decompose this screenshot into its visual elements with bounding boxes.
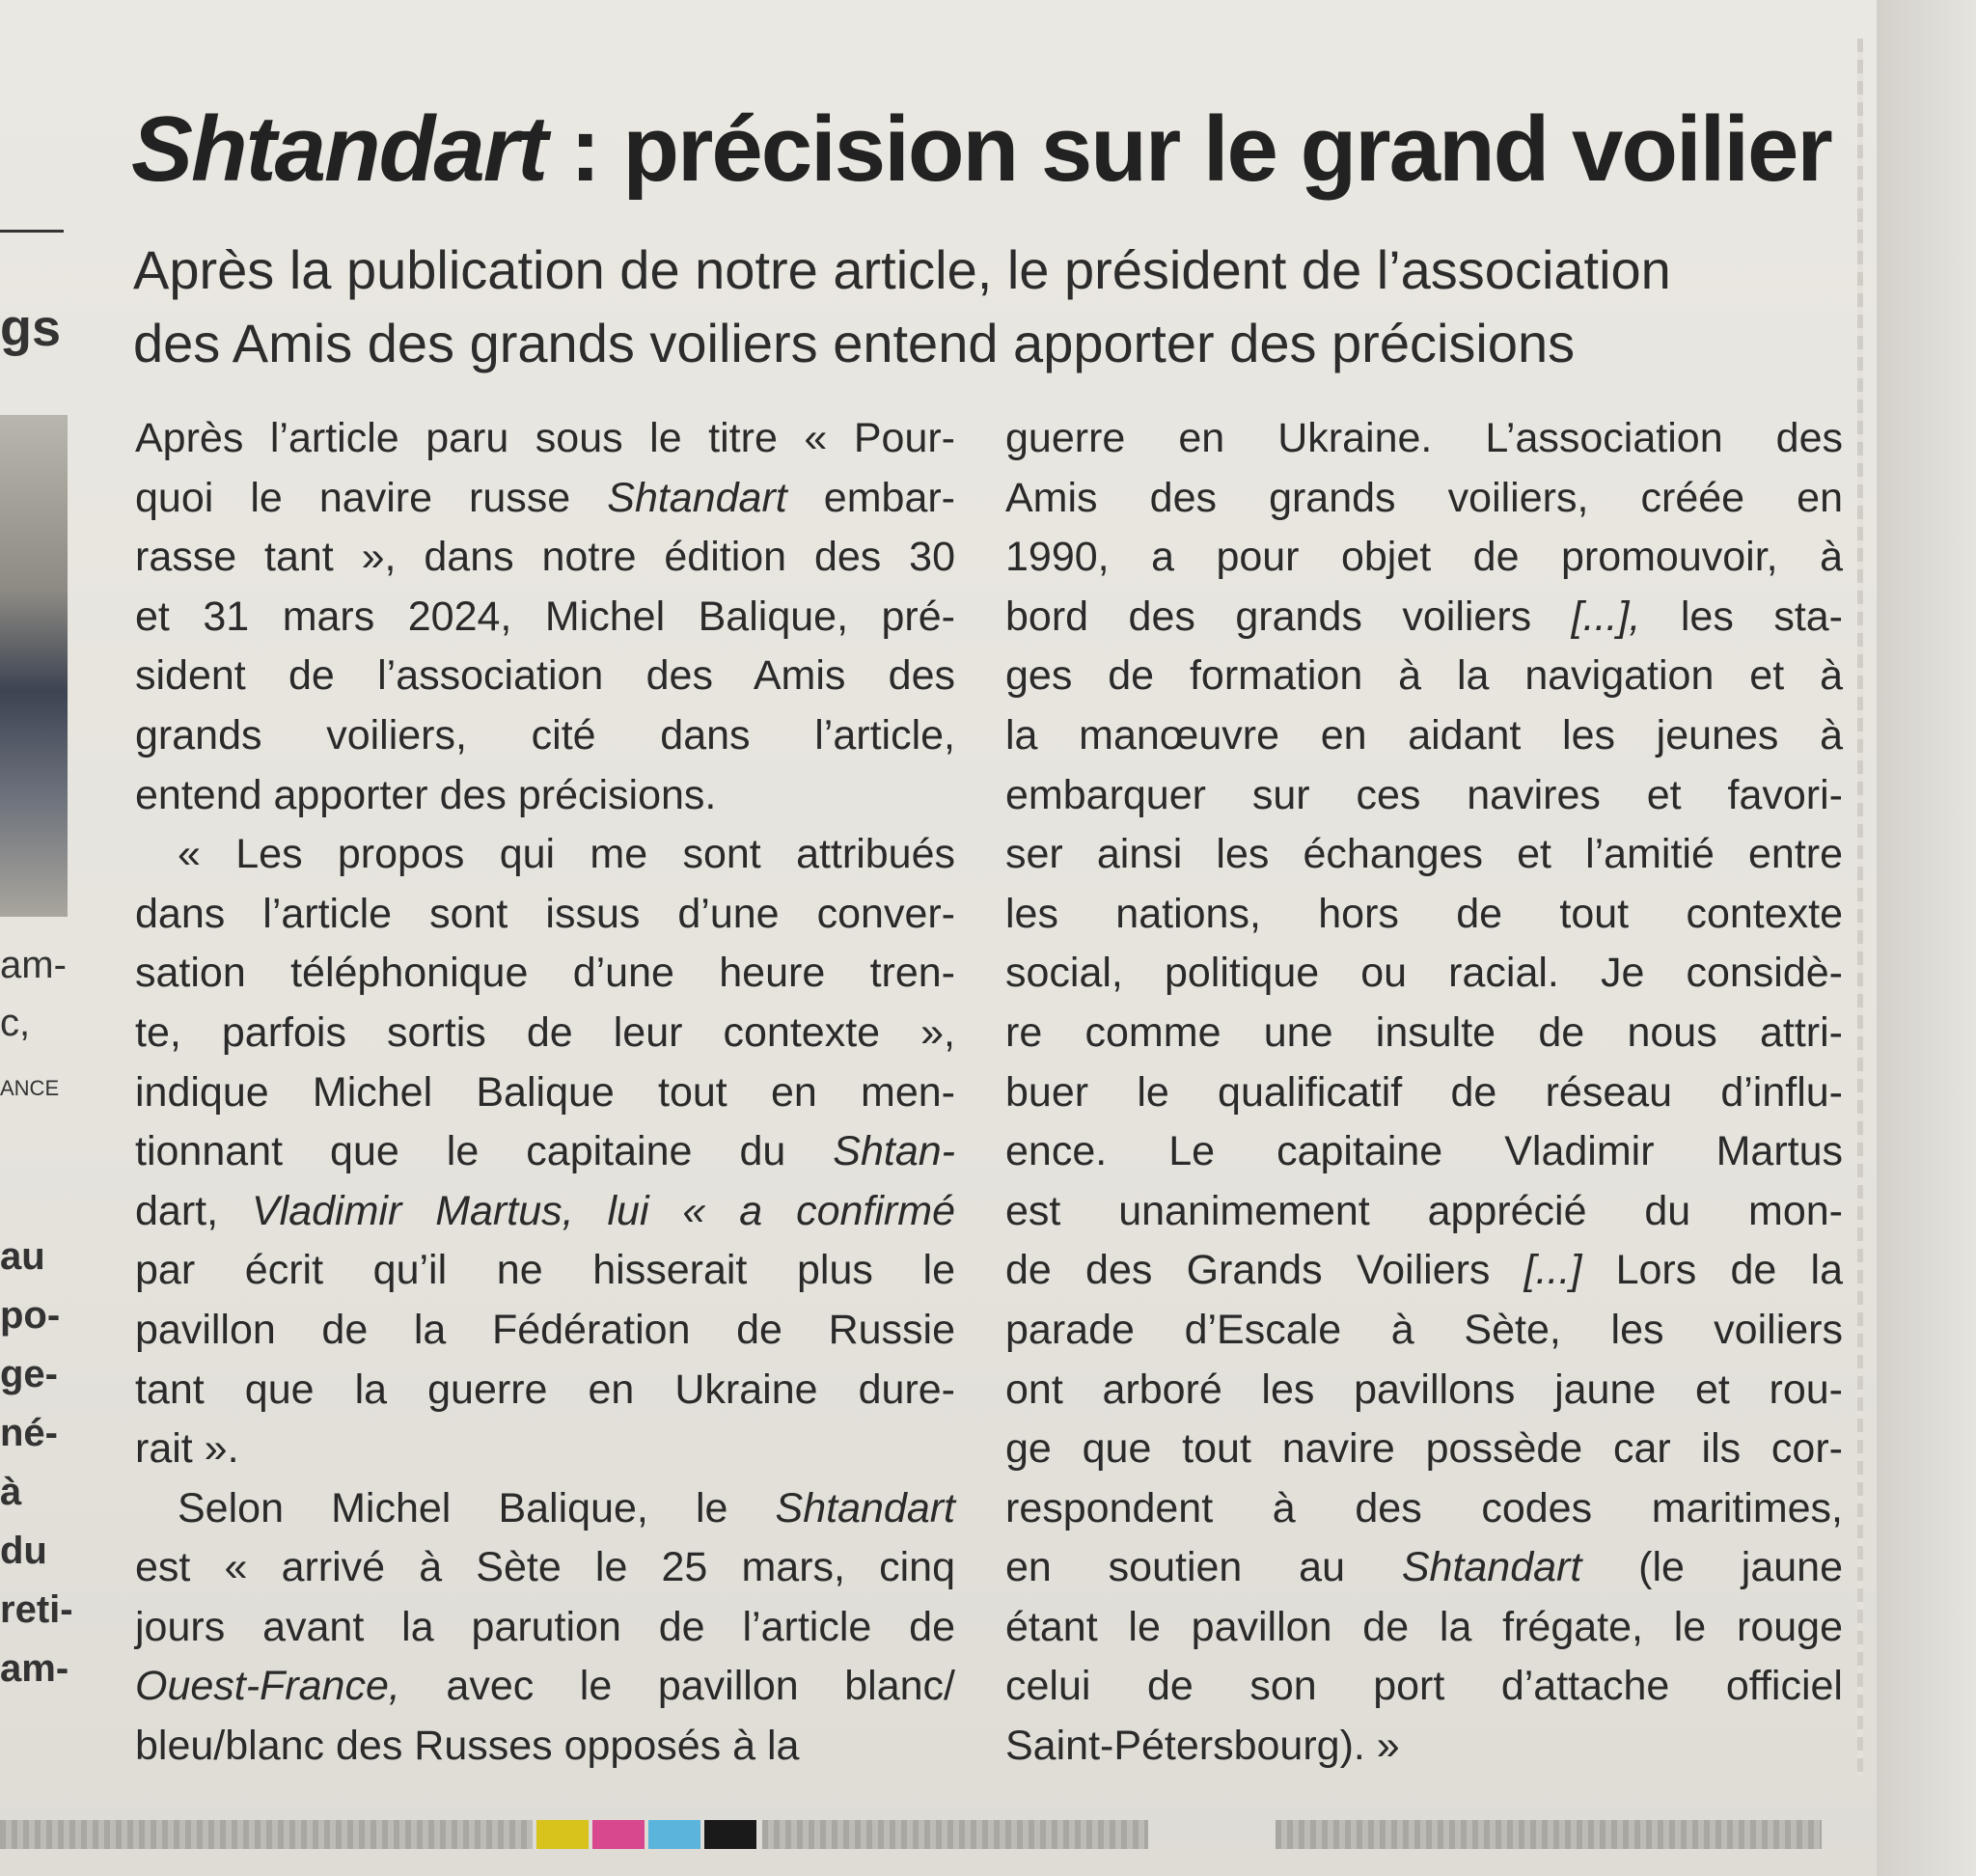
text-line xyxy=(135,469,955,529)
text-line xyxy=(135,1717,955,1777)
text-segment: ges de formation à la navigation et à xyxy=(1005,652,1843,700)
neighbor-fragment: am- xyxy=(0,944,67,986)
text-line xyxy=(135,1479,955,1539)
page-shadow xyxy=(1877,0,1976,1876)
text-line xyxy=(1005,469,1843,529)
text-segment: celui de son port d’attache officiel xyxy=(1005,1663,1843,1710)
neighbor-fragment: du xyxy=(0,1530,47,1572)
text-segment: embarquer sur ces navires et favori- xyxy=(1005,771,1843,818)
text-segment: te, parfois sortis de leur contexte », xyxy=(135,1008,955,1056)
text-line xyxy=(135,825,955,885)
text-line xyxy=(1005,1657,1843,1717)
text-segment: pavillon de la Fédération de Russie xyxy=(135,1306,955,1353)
text-segment: dart, xyxy=(135,1187,219,1234)
text-segment: rait ». xyxy=(135,1425,239,1473)
text-line xyxy=(135,1361,955,1421)
text-segment: 1990, a pour objet de promouvoir, à xyxy=(1005,534,1843,581)
text-segment: guerre en Ukraine. L’association des xyxy=(1005,415,1843,461)
article-column-2 xyxy=(1005,409,1843,1777)
text-line xyxy=(1005,1004,1843,1063)
neighbor-photo-credit: ANCE xyxy=(0,1076,60,1100)
text-line xyxy=(135,944,955,1004)
text-segment: dans l’article sont issus d’une conver- xyxy=(135,890,955,937)
text-line xyxy=(1005,1063,1843,1123)
text-line xyxy=(135,766,955,826)
text-segment: Après l’article paru sous le titre « Pour- xyxy=(135,415,955,461)
text-segment: la manœuvre en aidant les jeunes à xyxy=(1005,711,1843,759)
text-line xyxy=(135,409,955,469)
neighbor-photo xyxy=(0,415,68,917)
text-segment: bord des grands voiliers xyxy=(1005,593,1572,640)
italic-text: Ouest-France, xyxy=(135,1663,400,1710)
text-line xyxy=(1005,588,1843,648)
text-line xyxy=(135,885,955,945)
italic-text: Shtandart xyxy=(775,1484,955,1531)
text-line xyxy=(135,588,955,648)
text-segment: ser ainsi les échanges et l’amitié entre xyxy=(1005,831,1843,878)
lead-line: Après la publication de notre article, le président de l’association xyxy=(133,239,1671,300)
text-segment: respondent à des codes maritimes, xyxy=(1005,1484,1843,1531)
text-line xyxy=(135,1182,955,1242)
text-segment: « Les propos qui me sont attribués xyxy=(178,831,955,878)
text-segment: ence. Le capitaine Vladimir Martus xyxy=(1005,1128,1843,1175)
title-ship-name: Shtandart xyxy=(131,97,547,201)
text-segment: entend apporter des précisions. xyxy=(135,771,717,818)
lead-line: des Amis des grands voiliers entend apporter des précisions xyxy=(133,313,1576,373)
text-line xyxy=(135,1538,955,1598)
print-swatch-magenta xyxy=(592,1820,645,1849)
text-segment: est unanimement apprécié du mon- xyxy=(1005,1187,1843,1234)
article-column-1 xyxy=(135,409,955,1777)
text-line xyxy=(135,1657,955,1717)
neighbor-fragment: reti- xyxy=(0,1588,73,1631)
text-line xyxy=(1005,1122,1843,1182)
text-segment: avec le pavillon blanc/ xyxy=(399,1663,955,1710)
neighbor-fragment: né- xyxy=(0,1412,58,1454)
text-line xyxy=(135,1004,955,1063)
text-line xyxy=(1005,1479,1843,1539)
italic-text: Vladimir Martus, lui « a confirmé xyxy=(218,1187,955,1234)
text-line xyxy=(1005,409,1843,469)
text-line xyxy=(1005,706,1843,766)
text-line xyxy=(135,1598,955,1658)
neighbor-fragment: am- xyxy=(0,1647,69,1690)
neighbor-fragment: ge- xyxy=(0,1353,58,1395)
text-segment: quoi le navire russe xyxy=(135,474,608,521)
italic-text: Shtandart xyxy=(607,474,787,521)
text-line xyxy=(1005,1241,1843,1301)
text-line xyxy=(1005,766,1843,826)
text-segment: ont arboré les pavillons jaune et rou- xyxy=(1005,1366,1843,1413)
print-bar-right xyxy=(1276,1820,1822,1849)
italic-text: [...], xyxy=(1571,593,1641,640)
text-segment: tant que la guerre en Ukraine dure- xyxy=(135,1366,955,1413)
text-line xyxy=(1005,647,1843,706)
text-segment: Selon Michel Balique, le xyxy=(178,1484,776,1531)
text-line xyxy=(1005,1361,1843,1421)
neighbor-rule xyxy=(0,230,64,233)
text-segment: de des Grands Voiliers xyxy=(1005,1247,1524,1294)
print-swatch-yellow xyxy=(536,1820,589,1849)
neighbor-fragment: c, xyxy=(0,1002,31,1044)
print-bar-middle xyxy=(762,1820,1148,1849)
text-segment: ge que tout navire possède car ils cor- xyxy=(1005,1425,1843,1473)
italic-text: [...] xyxy=(1523,1247,1582,1294)
text-line xyxy=(135,1420,955,1479)
text-segment: (le jaune xyxy=(1581,1544,1843,1591)
text-line xyxy=(135,1122,955,1182)
italic-text: Shtan- xyxy=(833,1128,955,1175)
text-line xyxy=(1005,944,1843,1004)
text-line xyxy=(1005,1598,1843,1658)
text-line xyxy=(1005,825,1843,885)
neighbor-fragment: à xyxy=(0,1471,22,1513)
text-segment: est « arrivé à Sète le 25 mars, cinq xyxy=(135,1544,955,1591)
text-segment: en soutien au xyxy=(1005,1544,1402,1591)
italic-text: Shtandart xyxy=(1401,1544,1582,1591)
print-swatch-black xyxy=(704,1820,756,1849)
text-segment: par écrit qu’il ne hisserait plus le xyxy=(135,1247,955,1294)
text-line xyxy=(1005,1182,1843,1242)
text-segment: Amis des grands voiliers, créée en xyxy=(1005,474,1843,521)
text-segment: Lors de la xyxy=(1581,1247,1843,1294)
text-segment: Saint-Pétersbourg). » xyxy=(1005,1723,1400,1770)
text-line xyxy=(135,1301,955,1361)
print-swatch-cyan xyxy=(648,1820,700,1849)
neighbor-fragment: po- xyxy=(0,1294,61,1337)
title-rest: : précision sur le grand voilier xyxy=(546,97,1831,201)
text-line xyxy=(1005,1717,1843,1777)
text-segment: social, politique ou racial. Je considè- xyxy=(1005,950,1843,997)
text-line xyxy=(1005,1538,1843,1598)
text-segment: jours avant la parution de l’article de xyxy=(135,1603,955,1650)
text-line xyxy=(135,647,955,706)
text-segment: les sta- xyxy=(1640,593,1844,640)
text-segment: bleu/blanc des Russes opposés à la xyxy=(135,1723,800,1770)
text-segment: grands voiliers, cité dans l’article, xyxy=(135,711,955,759)
print-bar-left xyxy=(0,1820,533,1849)
neighbor-fragment-top: gs xyxy=(0,299,62,357)
text-line xyxy=(1005,1301,1843,1361)
text-line xyxy=(135,1241,955,1301)
text-segment: rasse tant », dans notre édition des 30 xyxy=(135,534,955,581)
text-line xyxy=(135,528,955,588)
text-line xyxy=(1005,1420,1843,1479)
article-title xyxy=(131,97,1868,203)
text-segment: et 31 mars 2024, Michel Balique, pré- xyxy=(135,593,955,640)
text-segment: re comme une insulte de nous attri- xyxy=(1005,1008,1843,1056)
text-line xyxy=(1005,528,1843,588)
article-lead xyxy=(133,234,1870,380)
text-line xyxy=(135,1063,955,1123)
text-segment: étant le pavillon de la frégate, le rouge xyxy=(1005,1603,1843,1650)
text-segment: buer le qualificatif de réseau d’influ- xyxy=(1005,1068,1843,1116)
text-segment: tionnant que le capitaine du xyxy=(135,1128,834,1175)
neighbor-fragment: au xyxy=(0,1235,45,1278)
text-segment: les nations, hors de tout contexte xyxy=(1005,890,1843,937)
text-line xyxy=(1005,885,1843,945)
text-segment: indique Michel Balique tout en men- xyxy=(135,1068,955,1116)
text-segment: parade d’Escale à Sète, les voiliers xyxy=(1005,1306,1843,1353)
text-line xyxy=(135,706,955,766)
text-segment: sident de l’association des Amis des xyxy=(135,652,955,700)
text-segment: embar- xyxy=(786,474,955,521)
text-segment: sation téléphonique d’une heure tren- xyxy=(135,950,955,997)
